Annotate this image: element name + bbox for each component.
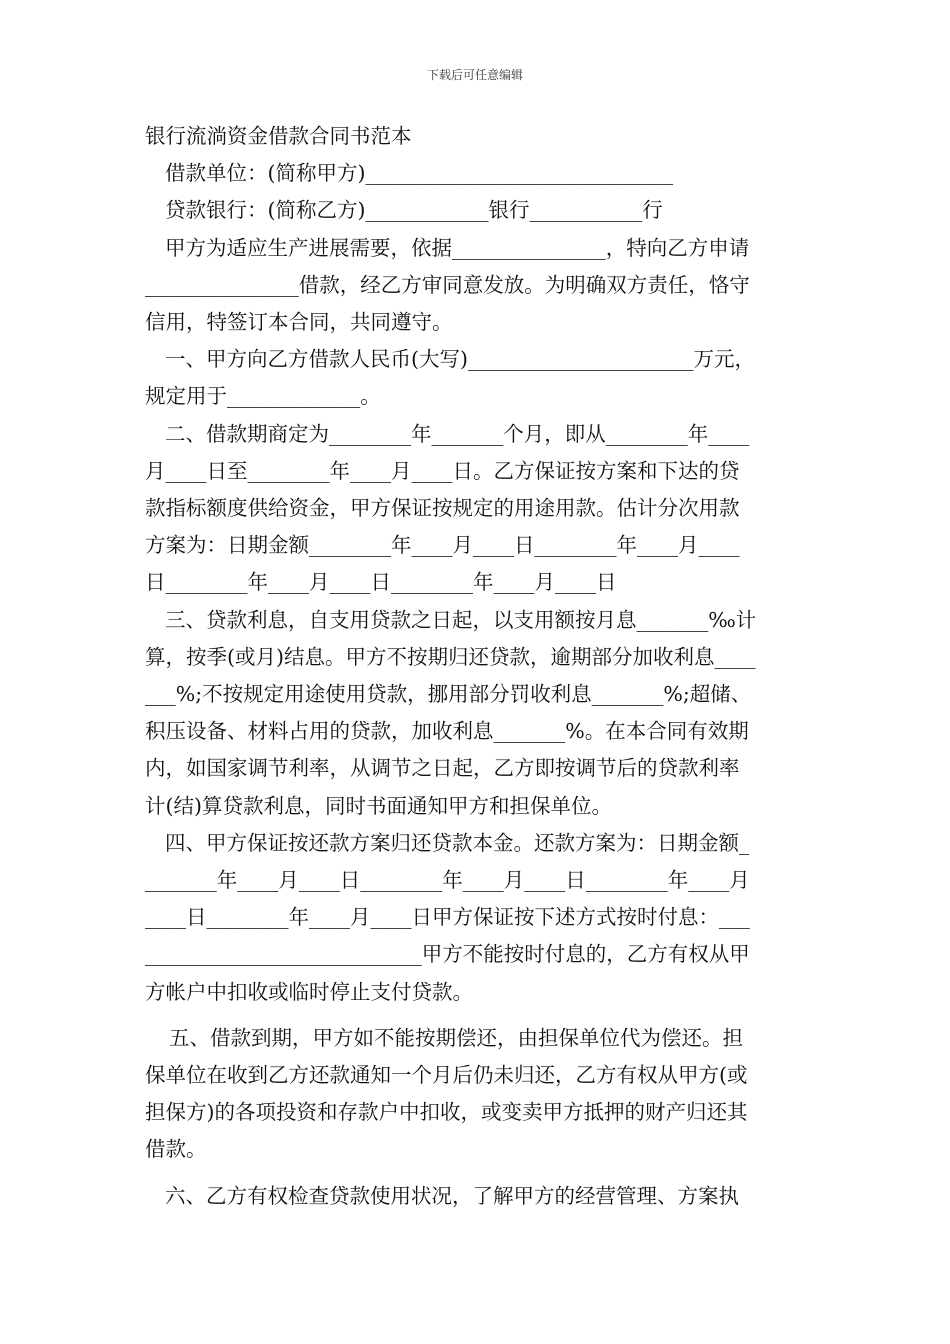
text-line: 算，按季(或月)结息。甲方不按期归还贷款，逾期部分加收利息____ bbox=[145, 644, 756, 669]
lender-line: 贷款银行：(简称乙方)____________银行___________行 bbox=[165, 198, 663, 223]
text-line: 规定用于_____________。 bbox=[145, 384, 381, 409]
page-header-caption: 下载后可任意编辑 bbox=[426, 68, 523, 82]
document-title: 银行流淌资金借款合同书范本 bbox=[145, 124, 412, 148]
clause-2: 二、借款期商定为________年_______个月，即从________年____ bbox=[165, 421, 750, 446]
text-line: 积压设备、材料占用的贷款，加收利息_______%。在本合同有效期 bbox=[145, 719, 749, 744]
text-line: 信用，特签订本合同，共同遵守。 bbox=[145, 310, 453, 335]
text-line: _______年____月____日________年____月____日________年____月 bbox=[145, 868, 750, 893]
text-line: 款指标额度供给资金，甲方保证按规定的用途用款。估计分次用款 bbox=[145, 496, 740, 521]
text-line: 担保方)的各项投资和存款户中扣收，或变卖甲方抵押的财产归还其 bbox=[145, 1100, 748, 1125]
paragraph-gap bbox=[145, 1169, 810, 1178]
text-line: 方帐户中扣收或临时停止支付贷款。 bbox=[145, 979, 473, 1004]
text-line: 日________年____月____日________年____月____日 bbox=[145, 570, 617, 595]
clause-6: 六、乙方有权检查贷款使用状况，了解甲方的经营管理、方案执 bbox=[165, 1183, 739, 1208]
text-line: ___________________________甲方不能按时付息的，乙方有权从甲 bbox=[145, 942, 750, 967]
clause-1: 一、甲方向乙方借款人民币(大写)______________________万元， bbox=[165, 347, 755, 372]
clause-5: 五、借款到期，甲方如不能按期偿还，由担保单位代为偿还。担 bbox=[169, 1025, 743, 1050]
text-line: _______________借款，经乙方审同意发放。为明确双方责任，恪守 bbox=[145, 272, 750, 297]
text-line: 甲方为适应生产进展需要，依据_______________，特向乙方申请 bbox=[165, 235, 750, 260]
clause-3: 三、贷款利息，自支用贷款之日起，以支用额按月息_______‰计 bbox=[165, 607, 757, 632]
paragraph-gap bbox=[145, 1011, 810, 1020]
text-line: 方案为：日期金额________年____月____日________年____月____ bbox=[145, 533, 740, 558]
text-line: ____日________年____月____日甲方保证按下述方式按时付息：___ bbox=[145, 905, 750, 930]
borrower-line: 借款单位：(简称甲方)______________________________ bbox=[165, 161, 673, 186]
clause-4: 四、甲方保证按还款方案归还贷款本金。还款方案为：日期金额_ bbox=[165, 830, 750, 855]
text-line: ___%;不按规定用途使用贷款，挪用部分罚收利息_______%;超储、 bbox=[145, 682, 752, 707]
text-line: 借款。 bbox=[145, 1137, 207, 1162]
text-line: 计(结)算贷款利息，同时书面通知甲方和担保单位。 bbox=[145, 793, 612, 818]
contract-body bbox=[145, 118, 810, 1215]
text-line: 保单位在收到乙方还款通知一个月后仍未归还，乙方有权从甲方(或 bbox=[145, 1063, 748, 1088]
text-line: 内，如国家调节利率，从调节之日起，乙方即按调节后的贷款利率 bbox=[145, 756, 740, 781]
text-line: 月____日至________年____月____日。乙方保证按方案和下达的贷 bbox=[145, 458, 740, 483]
